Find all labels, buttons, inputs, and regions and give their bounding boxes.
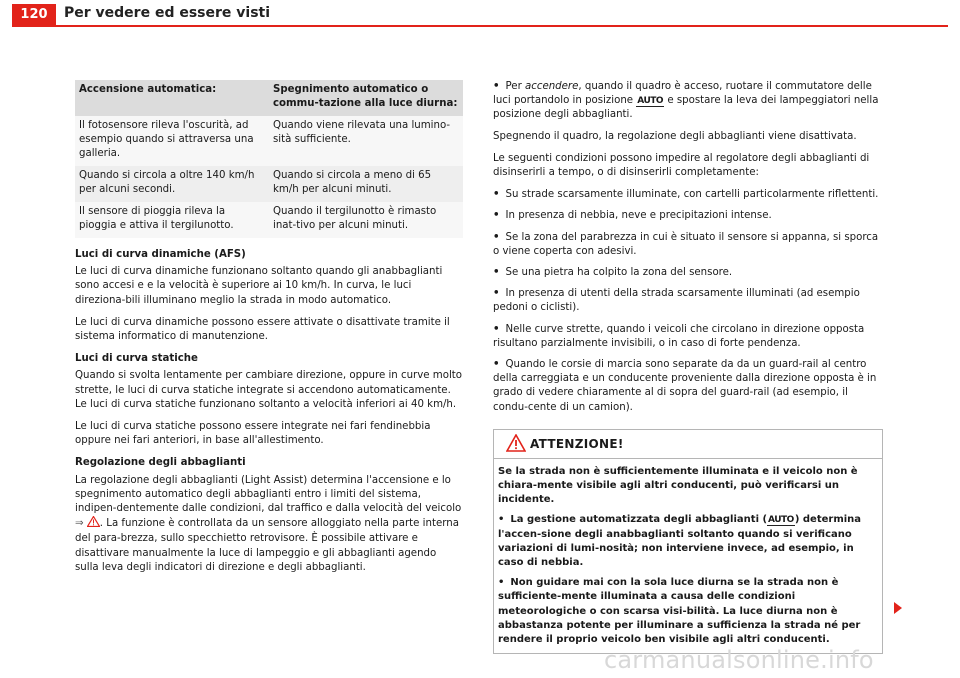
light-assist-text: La regolazione degli abbaglianti (Light Assist) determina l'accensione e lo spegnimento automatico degli abbaglianti entro i limiti del sistema, indipen-dentemente dalle condizioni, dal traffico e dalla velocità del veicolo	[75, 474, 462, 515]
warning-title: ATTENZIONE!	[530, 436, 624, 451]
table-row	[75, 202, 463, 238]
table-cell: Il sensore di pioggia rileva la pioggia e attiva il tergilunotto.	[75, 202, 269, 238]
afs-paragraph: Le luci di curva dinamiche funzionano soltanto quando gli anabbaglianti sono accesi e e la velocità è superiore ai 10 km/h. In curva, le luci direziona-bili illuminano meglio la strada in modo automatico.	[75, 266, 443, 306]
bullet-icon: •	[493, 267, 500, 279]
list-item	[493, 323, 883, 351]
list-text: In presenza di utenti della strada scarsamente illuminati (ad esempio pedoni o ciclisti).	[493, 288, 860, 314]
list-text: Quando le corsie di marcia sono separate da da un guard-rail al centro della carreggiata e un conducente proveniente dalla direzione opposta è in grado di vedere chiaramente al di sopra del guard-rail (ad esempio, il condu-cente di un camion).	[493, 359, 877, 413]
table-cell: Quando si circola a oltre 140 km/h per alcuni secondi.	[75, 166, 269, 202]
warning-triangle-icon	[506, 434, 526, 452]
table-row	[75, 166, 463, 202]
list-item	[493, 80, 883, 123]
warning-body	[494, 459, 882, 653]
bullet-icon: •	[493, 323, 500, 335]
bullet-icon: •	[498, 514, 505, 526]
table-row	[75, 116, 463, 166]
light-switching-table	[75, 80, 463, 238]
static-paragraph: Quando si svolta lentamente per cambiare direzione, oppure in curve molto strette, le luci di curva statiche integrate si accendono automaticamente. Le luci di curva statiche funzionano soltanto a velocità inferiori ai 40 km/h.	[75, 370, 462, 410]
bullet-icon: •	[493, 189, 500, 201]
list-item	[493, 358, 883, 415]
cross-reference-arrow[interactable]: ⇒	[75, 518, 84, 530]
list-emphasis: accendere	[525, 81, 579, 92]
table-header-cell: Accensione automatica:	[75, 80, 269, 116]
page-number: 120	[12, 4, 56, 25]
right-column	[493, 80, 883, 654]
body-paragraph: Spegnendo il quadro, la regolazione degli abbaglianti viene disattivata.	[493, 130, 857, 142]
light-assist-paragraph	[75, 474, 463, 575]
warning-header	[494, 430, 882, 459]
warning-bullet	[498, 513, 878, 570]
warning-text: Non guidare mai con la sola luce diurna se la strada non è sufficiente-mente illuminata a causa delle condizioni meteorologiche o con scarsa visi-bilità. La luce diurna non è abbastanza potente per illuminare a sufficienza la strada né per rendere il proprio veicolo ben visibile agli altri conducenti.	[498, 577, 861, 646]
list-text: e spostare la leva dei lampeggiatori nella posizione degli abbaglianti.	[493, 95, 879, 121]
warning-triangle-icon[interactable]	[87, 516, 100, 532]
list-text: In presenza di nebbia, neve e precipitazioni intense.	[505, 210, 772, 222]
light-assist-heading: Regolazione degli abbaglianti	[75, 457, 246, 469]
list-item	[493, 266, 883, 280]
table-cell: Quando viene rilevata una lumino-sità sufficiente.	[269, 116, 463, 166]
table-cell: Quando si circola a meno di 65 km/h per alcuni minuti.	[269, 166, 463, 202]
bullet-icon: •	[493, 288, 500, 300]
static-heading: Luci di curva statiche	[75, 353, 198, 365]
afs-heading: Luci di curva dinamiche (AFS)	[75, 249, 246, 260]
light-assist-text: . La funzione è controllata da un sensore alloggiato nella parte interna del para-brezza, sullo specchietto retrovisore. È possibile attivare e disattivare manualmente la luce di lampeggio e gli abbaglianti agendo sulla leva degli indicatori di direzione e degli abbaglianti.	[75, 518, 459, 573]
static-paragraph: Le luci di curva statiche possono essere integrate nei fari fendinebbia oppure nei fari anteriori, in base all'allestimento.	[75, 421, 431, 447]
body-paragraph: Le seguenti condizioni possono impedire al regolatore degli abbaglianti di disinserirli a tempo, o di disinserirli completamente:	[493, 152, 870, 179]
list-text: , quando il quadro è acceso, ruotare il commutatore delle luci portandolo in posizione	[493, 81, 872, 107]
page-header	[0, 0, 960, 28]
list-item	[493, 231, 883, 259]
warning-paragraph: Se la strada non è sufficientemente illuminata e il veicolo non è chiara-mente visibile agli altri conducenti, può verificarsi un incidente.	[498, 465, 858, 506]
header-rule	[12, 25, 948, 27]
bullet-icon: •	[493, 210, 500, 222]
afs-paragraph: Le luci di curva dinamiche possono essere attivate o disattivate tramite il sistema informatico di manutenzione.	[75, 316, 450, 343]
table-header-cell: Spegnimento automatico o commu-tazione alla luce diurna:	[269, 80, 463, 116]
warning-text: La gestione automatizzata degli abbaglianti (	[510, 514, 768, 526]
warning-text: ) determina l'accen-sione degli anabbaglianti soltanto quando si verificano variazioni di lumi-nosità; non interviene invece, ad esempio, in caso di nebbia.	[498, 514, 862, 569]
auto-switch-icon: AUTO	[768, 515, 794, 526]
table-cell: Il fotosensore rileva l'oscurità, ad esempio quando si attraversa una galleria.	[75, 116, 269, 166]
continue-arrow-icon[interactable]	[893, 599, 903, 618]
bullet-icon: •	[493, 231, 500, 243]
list-text: Nelle curve strette, quando i veicoli che circolano in direzione opposta risultano parzialmente invisibili, o in caso di forte pendenza.	[493, 323, 865, 349]
bullet-icon: •	[493, 81, 500, 92]
bullet-icon: •	[493, 359, 500, 371]
list-item	[493, 188, 883, 202]
warning-bullet	[498, 576, 878, 647]
list-item	[493, 287, 883, 315]
left-column	[75, 80, 463, 583]
list-text: Se la zona del parabrezza in cui è situato il sensore si appanna, si sporca o viene coperta con adesivi.	[493, 231, 879, 257]
warning-box	[493, 429, 883, 654]
list-text: Per	[505, 81, 525, 92]
auto-switch-icon: AUTO	[637, 96, 664, 107]
page-title: Per vedere ed essere visti	[64, 5, 271, 21]
list-text: Se una pietra ha colpito la zona del sensore.	[505, 267, 733, 279]
list-item	[493, 209, 883, 223]
table-header-row	[75, 80, 463, 116]
watermark: carmanualsonline.info	[604, 646, 874, 674]
list-text: Su strade scarsamente illuminate, con cartelli particolarmente riflettenti.	[505, 189, 879, 201]
bullet-icon: •	[498, 577, 505, 589]
table-cell: Quando il tergilunotto è rimasto inat-tivo per alcuni minuti.	[269, 202, 463, 238]
